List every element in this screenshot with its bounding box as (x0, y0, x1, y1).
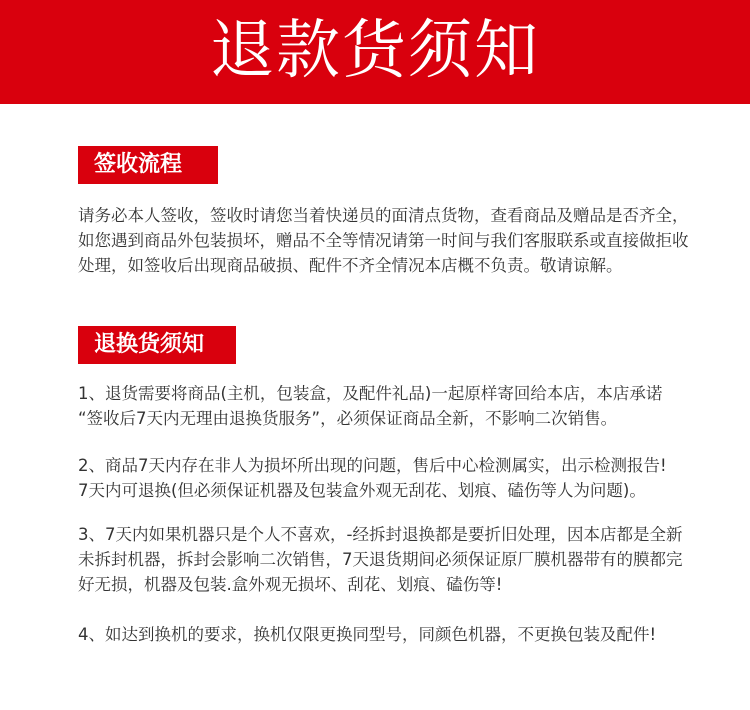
text-line: 2、商品7天内存在非人为损坏所出现的问题，售后中心检测属实，出示检测报告! (78, 456, 667, 475)
return-item-1 (78, 381, 698, 431)
return-item-4 (78, 622, 698, 647)
text-line: 处理，如签收后出现商品破损、配件不齐全情况本店概不负责。敬请谅解。 (78, 256, 623, 275)
text-line: 好无损，机器及包装.盒外观无损坏、刮花、划痕、磕伤等! (78, 575, 503, 594)
section-heading-sign: 签收流程 (78, 146, 218, 184)
text-line: “签收后7天内无理由退换货服务”，必须保证商品全新，不影响二次销售。 (78, 409, 618, 428)
text-line: 3、7天内如果机器只是个人不喜欢，-经拆封退换都是要折旧处理，因本店都是全新 (78, 525, 683, 544)
page-title: 退款货须知 (210, 14, 540, 88)
return-item-2 (78, 453, 698, 503)
return-item-3 (78, 522, 698, 597)
section-heading-return: 退换货须知 (78, 326, 236, 364)
text-line: 4、如达到换机的要求，换机仅限更换同型号，同颜色机器，不更换包装及配件! (78, 625, 657, 644)
text-line: 未拆封机器，拆封会影响二次销售，7天退货期间必须保证原厂膜机器带有的膜都完 (78, 550, 683, 569)
sign-paragraph (78, 203, 698, 278)
text-line: 7天内可退换(但必须保证机器及包装盒外观无刮花、划痕、磕伤等人为问题)。 (78, 481, 646, 500)
text-line: 如您遇到商品外包装损坏，赠品不全等情况请第一时间与我们客服联系或直接做拒收 (78, 231, 689, 250)
text-line: 请务必本人签收，签收时请您当着快递员的面清点货物，查看商品及赠品是否齐全， (78, 206, 689, 225)
title-banner (0, 0, 750, 104)
text-line: 1、退货需要将商品(主机，包装盒，及配件礼品)一起原样寄回给本店，本店承诺 (78, 384, 663, 403)
